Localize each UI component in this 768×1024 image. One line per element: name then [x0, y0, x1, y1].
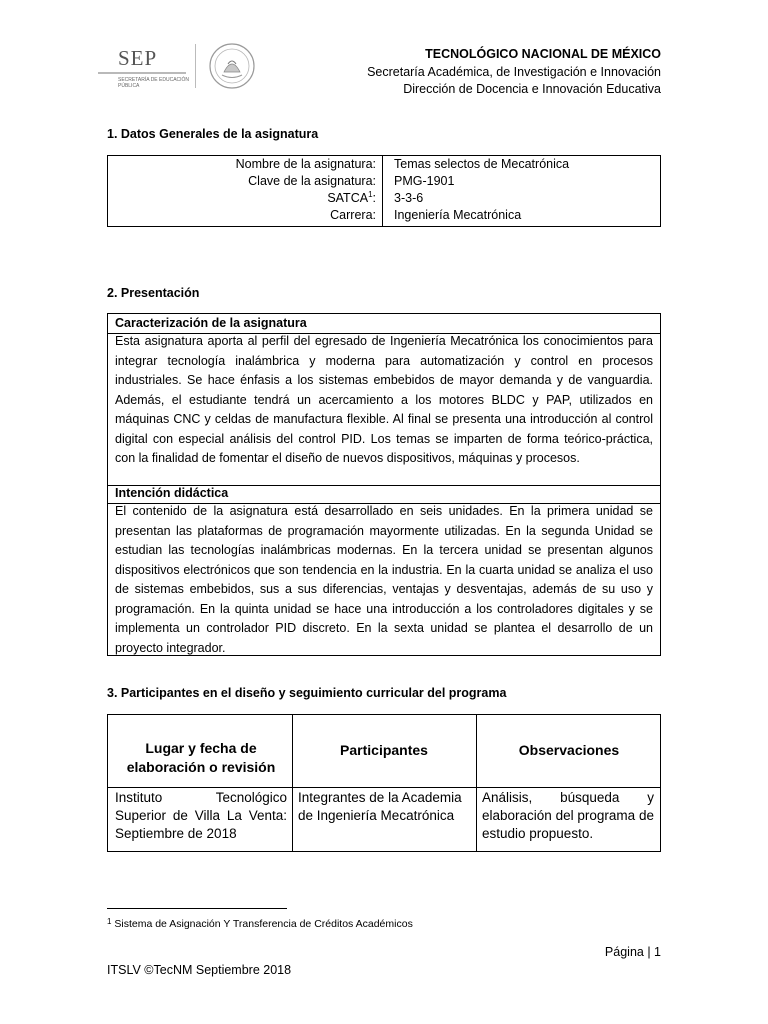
cell-lugar: Instituto Tecnológico Superior de Villa La Venta: Septiembre de 2018	[115, 790, 287, 841]
row-value: Temas selectos de Mecatrónica	[394, 157, 570, 171]
section3-title: 3. Participantes en el diseño y seguimiento curricular del programa	[107, 686, 507, 700]
direccion-name: Dirección de Docencia e Innovación Educativa	[403, 82, 661, 96]
footnote	[107, 918, 413, 930]
secretaria-name: Secretaría Académica, de Investigación e Innovación	[367, 64, 661, 79]
cell-observaciones: Análisis, búsqueda y elaboración del programa de estudio propuesto.	[482, 790, 654, 841]
row-label: Carrera:	[330, 208, 376, 222]
footnote-ref: 1	[368, 190, 373, 199]
intencion-heading: Intención didáctica	[115, 486, 229, 500]
caracterizacion-text: Esta asignatura aporta al perfil del egresado de Ingeniería Mecatrónica los conocimientos para integrar tecnología inalámbrica y moderna para automatización y control en procesos industriales. Se hace énfasis a los sistemas embebidos de mayor demanda y de vanguardia. Además, el estudiante tendrá un acercamiento a los motores BLDC y PAP, utilizados en máquinas CNC y celdas de manufactura flexible. Al final se presenta una introducción al control digital con especial análisis del control PID. Los temas se imparten de forma teórico-práctica, con la finalidad de fomentar el diseño de nuevos dispositivos, máquinas y procesos.	[115, 334, 653, 465]
general-data-row	[108, 174, 660, 190]
row-label	[327, 191, 376, 205]
general-data-row	[108, 208, 660, 224]
column-header-lugar: Lugar y fecha de elaboración o revisión	[126, 740, 276, 775]
intencion-text: El contenido de la asignatura está desarrollado en seis unidades. En la primera unidad se presentan las plataformas de programación mayormente utilizadas. En la segunda Unidad se estudian las tecnologías inalámbricas modernas. En la tercera unidad se presentan algunos dispositivos electrónicos que son tendencia en la industria. En la cuarta unidad se analiza el uso de sistemas embebidos, sus a sus diferencias, ventajas y desventajas, además de su uso y programación. En la quinta unidad se hace una introducción a los controladores digitales y se implementa un controlador PID discreto. En la sexta unidad se plantea el desarrollo de un proyecto integrador.	[115, 504, 653, 655]
section1-title: 1. Datos Generales de la asignatura	[107, 127, 319, 141]
general-data-row	[108, 191, 660, 207]
document-header	[367, 46, 661, 99]
row-label: Clave de la asignatura:	[248, 174, 376, 188]
cell-participantes: Integrantes de la Academia de Ingeniería Mecatrónica	[298, 790, 462, 823]
footnote-separator	[107, 908, 287, 909]
column-divider	[476, 715, 477, 851]
logo-divider	[195, 44, 196, 88]
page-footer: ITSLV ©TecNM Septiembre 2018	[107, 963, 292, 977]
satca-colon: :	[372, 191, 376, 205]
satca-label: SATCA	[327, 191, 369, 205]
presentation-box	[107, 313, 661, 656]
participants-table	[107, 714, 661, 852]
row-value: Ingeniería Mecatrónica	[394, 208, 522, 222]
sep-logo-title: SEP	[118, 46, 158, 70]
section2-title: 2. Presentación	[107, 286, 200, 300]
footnote-mark: 1	[107, 917, 112, 926]
footnote-text: Sistema de Asignación Y Transferencia de Créditos Académicos	[111, 918, 413, 930]
general-data-table	[107, 155, 661, 227]
mexico-seal-icon	[208, 42, 256, 90]
general-data-row	[108, 157, 660, 173]
sep-logo-bar	[98, 72, 186, 74]
sep-logo-subtitle: SECRETARÍA DE EDUCACIÓN PÚBLICA	[118, 77, 190, 89]
row-value: 3-3-6	[394, 191, 424, 205]
caracterizacion-heading: Caracterización de la asignatura	[115, 316, 307, 330]
column-header-participantes: Participantes	[340, 742, 428, 758]
row-value: PMG-1901	[394, 174, 455, 188]
page-number: Página | 1	[604, 945, 661, 959]
sep-logo	[98, 42, 198, 92]
column-divider	[292, 715, 293, 851]
institution-name: TECNOLÓGICO NACIONAL DE MÉXICO	[425, 47, 661, 61]
column-header-observaciones: Observaciones	[518, 742, 620, 758]
row-label: Nombre de la asignatura:	[235, 157, 376, 171]
header-row-divider	[108, 787, 660, 788]
